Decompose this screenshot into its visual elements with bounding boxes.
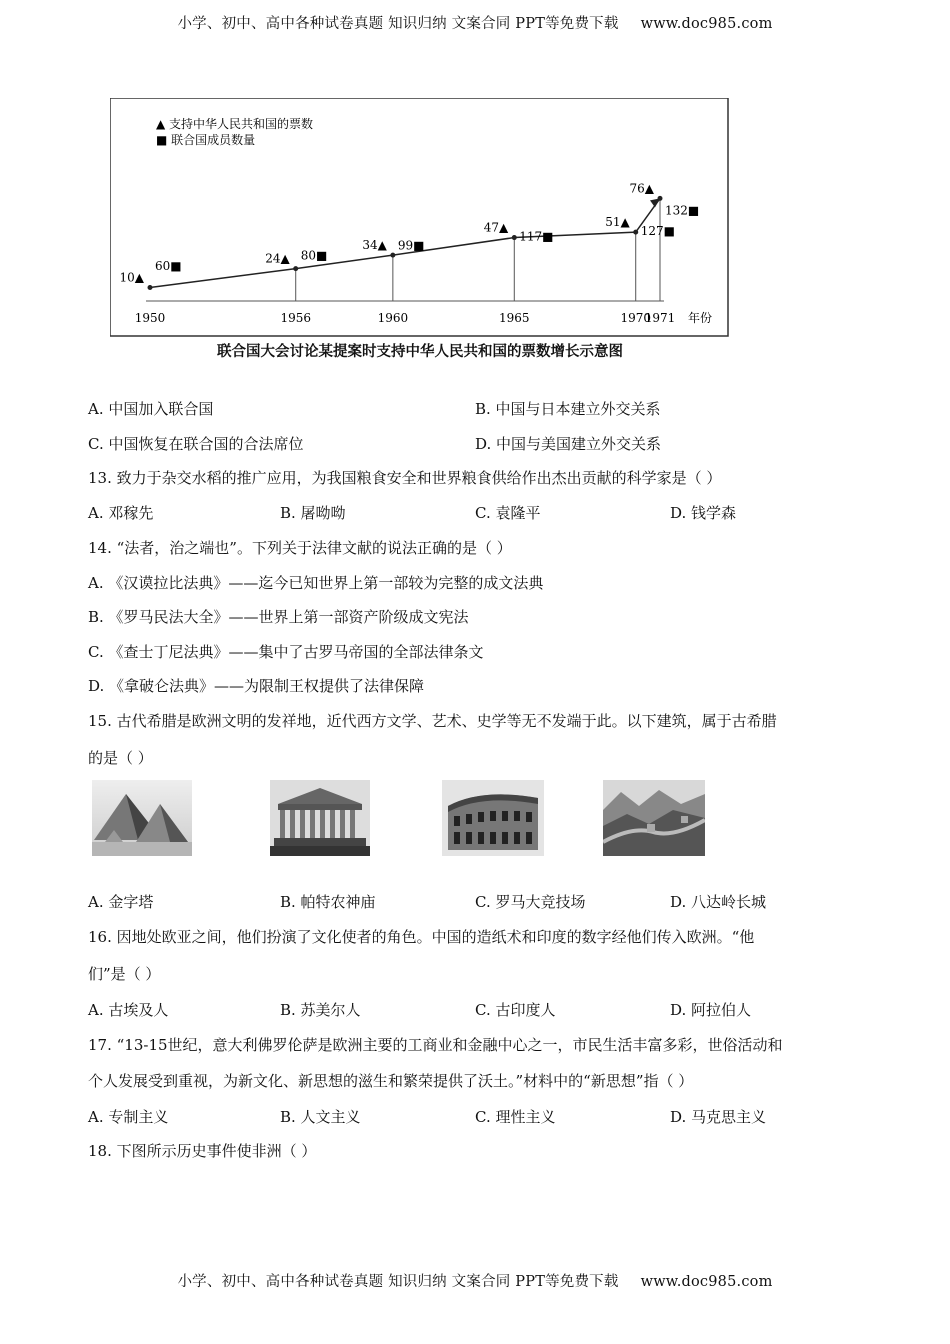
votes-data-label: 24▲ xyxy=(265,251,290,266)
votes-chart xyxy=(110,98,730,338)
legend-entry: ■ 联合国成员数量 xyxy=(156,133,256,147)
members-data-label: 132■ xyxy=(665,203,700,218)
x-tick-label: 1965 xyxy=(499,311,530,325)
footer-banner xyxy=(0,1270,950,1291)
votes-chart-svg xyxy=(110,98,730,338)
votes-point xyxy=(390,253,395,258)
header-banner xyxy=(0,12,950,33)
x-tick-label: 1956 xyxy=(280,311,311,325)
q12-option-b[interactable]: B. 中国与日本建立外交关系 xyxy=(475,400,661,418)
q16-option-c[interactable]: C. 古印度人 xyxy=(475,1001,556,1019)
banner-url[interactable]: www.doc985.com xyxy=(640,16,773,32)
votes-data-label: 34▲ xyxy=(362,238,387,253)
q14-option-d[interactable]: D. 《拿破仑法典》——为限制王权提供了法律保障 xyxy=(88,677,425,695)
x-axis-label: 年份 xyxy=(687,311,713,325)
q12-option-a[interactable]: A. 中国加入联合国 xyxy=(88,400,214,418)
x-tick-label: 1950 xyxy=(134,311,166,325)
q15-option-d[interactable]: D. 八达岭长城 xyxy=(670,893,767,911)
q13-option-b[interactable]: B. 屠呦呦 xyxy=(280,504,346,522)
votes-data-label: 47▲ xyxy=(483,220,509,235)
q12-option-d[interactable]: D. 中国与美国建立外交关系 xyxy=(475,435,662,453)
parthenon-photo xyxy=(270,780,370,856)
legend-entry: ▲ 支持中华人民共和国的票数 xyxy=(156,117,314,131)
votes-point xyxy=(633,230,638,235)
q16-stem-line1: 16. 因地处欧亚之间，他们扮演了文化使者的角色。中国的造纸术和印度的数字经他们传入欧洲。“他 xyxy=(88,928,755,946)
q15-stem-line1: 15. 古代希腊是欧洲文明的发祥地，近代西方文学、艺术、史学等无不发端于此。以下建筑，属于古希腊 xyxy=(88,712,777,730)
q18-stem: 18. 下图所示历史事件使非洲（ ） xyxy=(88,1142,317,1160)
great-wall-photo xyxy=(603,780,705,856)
members-data-label: 99■ xyxy=(397,238,425,253)
q14-stem: 14. “法者，治之端也”。下列关于法律文献的说法正确的是（ ） xyxy=(88,539,512,557)
members-data-label: 80■ xyxy=(300,248,328,263)
footer-banner-text: 小学、初中、高中各种试卷真题 知识归纳 文案合同 PPT等免费下载 xyxy=(177,1274,619,1290)
members-data-label: 60■ xyxy=(155,258,182,273)
q12-option-c[interactable]: C. 中国恢复在联合国的合法席位 xyxy=(88,435,304,453)
q16-option-b[interactable]: B. 苏美尔人 xyxy=(280,1001,361,1019)
votes-point xyxy=(148,285,153,290)
q13-option-a[interactable]: A. 邓稼先 xyxy=(88,504,154,522)
votes-data-label: 76▲ xyxy=(629,181,654,196)
q17-option-d[interactable]: D. 马克思主义 xyxy=(670,1108,767,1126)
votes-point xyxy=(658,196,663,201)
q14-option-b[interactable]: B. 《罗马民法大全》——世界上第一部资产阶级成文宪法 xyxy=(88,608,469,626)
x-tick-label: 1971 xyxy=(644,311,676,325)
q15-option-b[interactable]: B. 帕特农神庙 xyxy=(280,893,376,911)
q16-option-d[interactable]: D. 阿拉伯人 xyxy=(670,1001,752,1019)
votes-point xyxy=(512,235,517,240)
x-tick-label: 1970 xyxy=(620,311,651,325)
votes-data-label: 10▲ xyxy=(119,270,144,285)
q15-stem-line2: 的是（ ） xyxy=(88,749,153,767)
q13-option-c[interactable]: C. 袁隆平 xyxy=(475,504,541,522)
votes-data-label: 51▲ xyxy=(605,215,630,230)
footer-banner-url[interactable]: www.doc985.com xyxy=(640,1274,773,1290)
votes-point xyxy=(293,266,298,271)
chart-caption: 联合国大会讨论某提案时支持中华人民共和国的票数增长示意图 xyxy=(217,343,623,360)
q17-option-c[interactable]: C. 理性主义 xyxy=(475,1108,556,1126)
q13-stem: 13. 致力于杂交水稻的推广应用，为我国粮食安全和世界粮食供给作出杰出贡献的科学家是（ ） xyxy=(88,469,722,487)
banner-text: 小学、初中、高中各种试卷真题 知识归纳 文案合同 PPT等免费下载 xyxy=(177,16,619,32)
q16-option-a[interactable]: A. 古埃及人 xyxy=(88,1001,169,1019)
x-tick-label: 1960 xyxy=(377,311,409,325)
members-data-label: 117■ xyxy=(519,229,554,244)
pyramids-photo xyxy=(92,780,192,856)
q17-stem-line2: 个人发展受到重视，为新文化、新思想的滋生和繁荣提供了沃土。”材料中的“新思想”指（ ） xyxy=(88,1072,694,1090)
q16-stem-line2: 们”是（ ） xyxy=(88,965,161,983)
q17-option-b[interactable]: B. 人文主义 xyxy=(280,1108,361,1126)
q17-stem-line1: 17. “13-15世纪，意大利佛罗伦萨是欧洲主要的工商业和金融中心之一，市民生活丰富多彩，世俗活动和 xyxy=(88,1036,783,1054)
colosseum-photo xyxy=(442,780,544,856)
q17-option-a[interactable]: A. 专制主义 xyxy=(88,1108,169,1126)
q14-option-c[interactable]: C. 《查士丁尼法典》——集中了古罗马帝国的全部法律条文 xyxy=(88,643,484,661)
q15-option-a[interactable]: A. 金字塔 xyxy=(88,893,154,911)
q15-option-c[interactable]: C. 罗马大竞技场 xyxy=(475,893,586,911)
members-data-label: 127■ xyxy=(640,224,675,239)
q13-option-d[interactable]: D. 钱学森 xyxy=(670,504,737,522)
q14-option-a[interactable]: A. 《汉谟拉比法典》——迄今已知世界上第一部较为完整的成文法典 xyxy=(88,574,544,592)
